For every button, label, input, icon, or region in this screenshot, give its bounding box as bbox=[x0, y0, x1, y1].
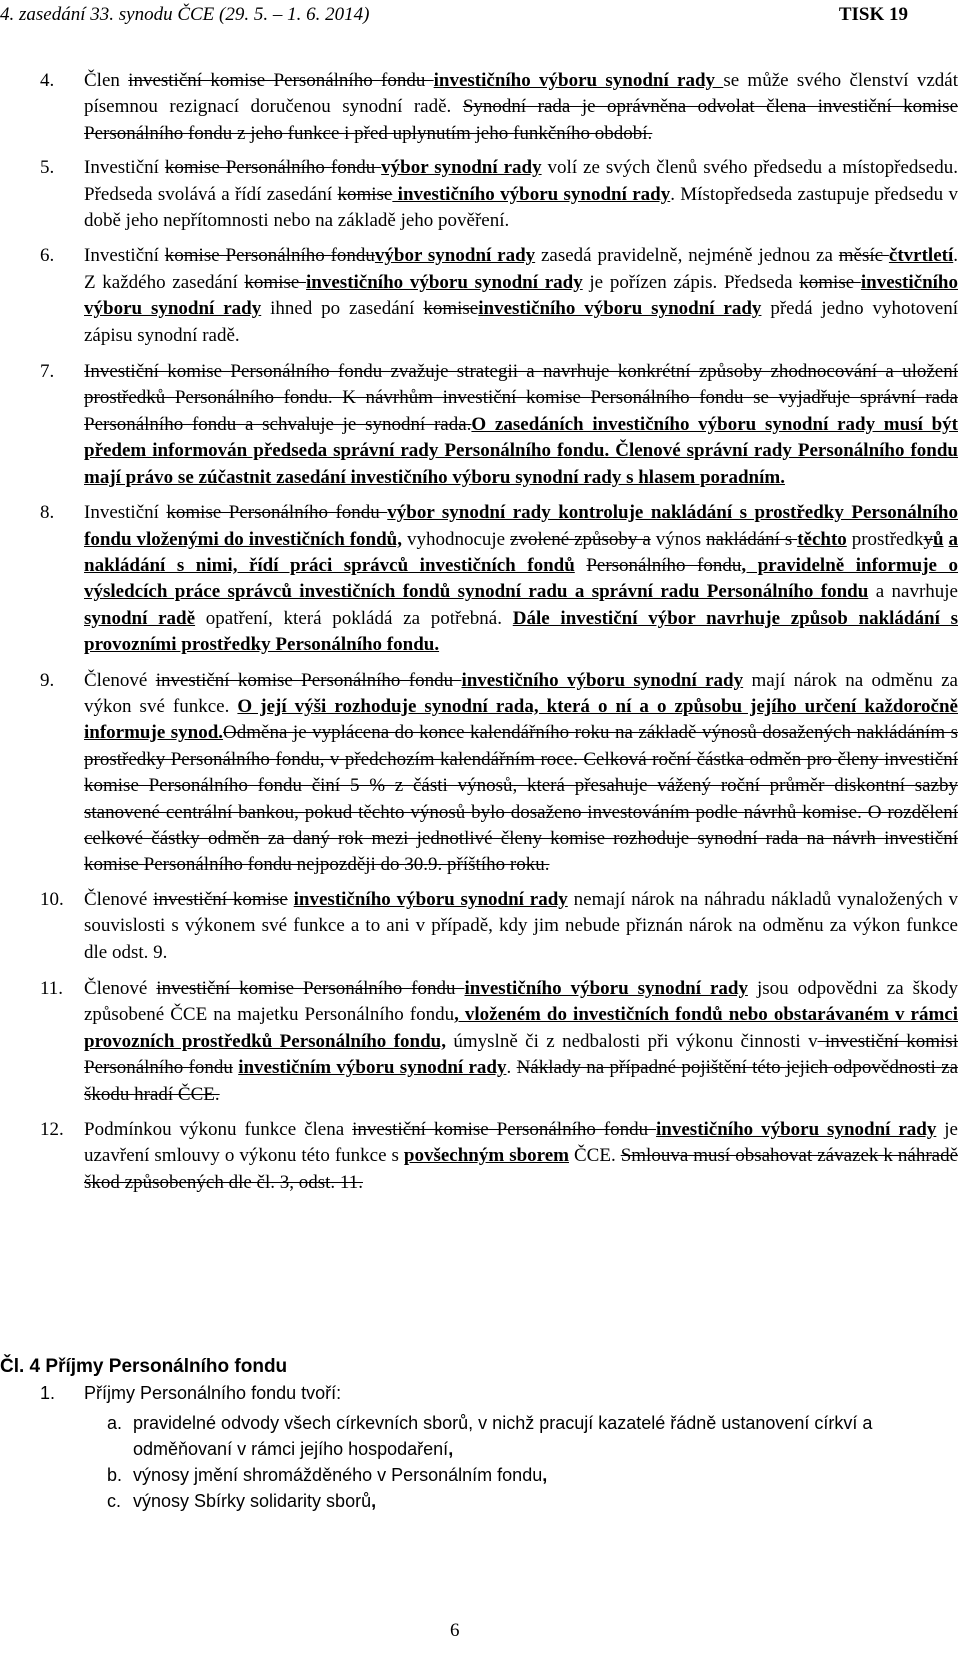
inserted-text: výbor synodní rady bbox=[381, 157, 542, 179]
deleted-text: komise Personálního fondu bbox=[164, 157, 382, 179]
deleted-text: komise bbox=[337, 183, 393, 205]
inserted-text: investičního výboru synodní rady bbox=[464, 978, 748, 999]
income-subitems bbox=[107, 1410, 958, 1514]
inserted-text: těchto bbox=[797, 528, 847, 550]
deleted-text: investiční komise Personálního fondu bbox=[352, 1119, 657, 1141]
header-session: 4. zasedání 33. synodu ČCE (29. 5. – 1. 6. 2014) bbox=[0, 4, 370, 25]
plain-text: Investiční bbox=[84, 502, 167, 524]
inserted-text: investičního výboru synodní rady bbox=[306, 271, 583, 293]
plain-text: volí ze svých členů svého předsedu a místopředsedu. Předseda svolává a řídí zasedání bbox=[84, 157, 958, 205]
inserted-text: investičního výboru synodní rady bbox=[656, 1119, 937, 1141]
deleted-text: Personálního fondu bbox=[586, 554, 742, 576]
inserted-text: investičního výboru synodní rady bbox=[478, 298, 762, 320]
paragraph-number: 4. bbox=[40, 70, 55, 91]
deleted-text: nakládání s bbox=[706, 528, 798, 550]
inserted-text: a nakládání s nimi, řídí práci správců investičních fondů bbox=[84, 528, 959, 576]
section-heading: Čl. 4 Příjmy Personálního fondu bbox=[0, 1356, 288, 1377]
deleted-text: komise bbox=[423, 298, 479, 320]
plain-text: Investiční bbox=[84, 157, 165, 179]
deleted-text: Odměna je vyplácena do konce kalendářního roku na základě výnosů dosažených nakládáním s prostředky Personálního fondu, v předchozím kalendářním roce. Celková roční částka odměn pro členy investiční komise Personálního fondu činí 5 % z části výnosů, která přesahuje vážený roční průměr diskontní sazby stanovené centrální bankou, pokud těchto výnosů bylo dosaženo investováním podle návrhů komise. O rozdělení celkové částky odměn za daný rok mezi jednotlivé členy komise rozhoduje synodní rada na návrh investiční komise Personálního fondu nejpozději do 30.9. příštího roku. bbox=[84, 722, 958, 876]
article-paragraph-list bbox=[40, 68, 958, 1196]
plain-text: nemají nárok na náhradu nákladů vynaložených v souvislosti s výkonem své funkce a to ani v případě, kdy jim nebude přiznán nárok na odměnu za výkon funkce dle odst. 9. bbox=[84, 888, 958, 963]
inserted-text: povšechným sborem bbox=[403, 1145, 569, 1167]
inserted-text: investičního výboru synodní rady bbox=[392, 183, 671, 205]
inserted-text: investičního výboru synodní rady bbox=[84, 271, 958, 320]
subitem-inserted-comma: , bbox=[371, 1491, 377, 1511]
paragraph-6 bbox=[40, 243, 958, 349]
plain-text: je uzavření smlouvy o výkonu této funkce s bbox=[84, 1119, 958, 1167]
header-print-number: TISK 19 bbox=[838, 4, 908, 25]
plain-text bbox=[575, 555, 587, 576]
deleted-text: zvolené způsoby a bbox=[510, 528, 651, 550]
deleted-text: Náklady na případné pojištění této jejich odpovědnosti za škodu hradí ČCE. bbox=[84, 1057, 958, 1105]
subitem-letter: c. bbox=[107, 1491, 122, 1511]
deleted-text: měsíc bbox=[838, 245, 889, 267]
deleted-text: komise bbox=[799, 271, 861, 293]
inserted-text: čtvrtletí bbox=[888, 245, 954, 267]
deleted-text: Synodní rada je oprávněna odvolat člena investiční komise Personálního fondu z jeho funkce i před uplynutím jeho funkčního období. bbox=[84, 96, 959, 144]
subitem-letter: a. bbox=[107, 1413, 123, 1433]
deleted-text: komise bbox=[244, 271, 307, 293]
income-item-text: Příjmy Personálního fondu tvoří: bbox=[84, 1383, 342, 1403]
paragraph-text bbox=[84, 359, 958, 491]
deleted-text: investiční komise bbox=[153, 888, 288, 910]
plain-text: výnos bbox=[650, 528, 707, 550]
paragraph-10 bbox=[40, 887, 958, 966]
deleted-text: y bbox=[923, 528, 933, 550]
paragraph-4 bbox=[40, 68, 958, 147]
deleted-text: investiční komise Personálního fondu bbox=[155, 669, 462, 691]
plain-text: jsou odpovědni za škody způsobené ČCE na majetku Personálního fondu bbox=[84, 978, 958, 1026]
deleted-text: komise Personálního fondu bbox=[166, 502, 388, 524]
plain-text: mají nárok na odměnu za výkon své funkce. bbox=[84, 669, 958, 717]
inserted-text: , pravidelně informuje o výsledcích práce správců investičních fondů synodní radu a správní radu Personálního fondu bbox=[84, 554, 959, 603]
plain-text: Členové bbox=[84, 888, 154, 910]
page-number: 6 bbox=[450, 1620, 460, 1641]
paragraph-number: 6. bbox=[40, 245, 55, 267]
plain-text: vyhodnocuje bbox=[402, 528, 511, 550]
subitem-inserted-comma: , bbox=[448, 1439, 454, 1459]
paragraph-number: 11. bbox=[40, 978, 64, 999]
plain-text: Podmínkou výkonu funkce člena bbox=[84, 1119, 353, 1141]
paragraph-text bbox=[84, 976, 958, 1108]
paragraph-number: 7. bbox=[40, 361, 55, 383]
plain-text: a navrhuje bbox=[868, 581, 958, 603]
deleted-text: investiční komise Personálního fondu bbox=[128, 70, 434, 91]
income-subitem-b bbox=[107, 1462, 958, 1488]
subitem-text: výnosy Sbírky solidarity sborů bbox=[133, 1491, 372, 1511]
paragraph-number: 5. bbox=[40, 157, 55, 179]
subitem-text: pravidelné odvody všech církevních sborů, v nichž pracují kazatelé řádně ustanovení církví a odměňovaní v rámci jejího hospodaření bbox=[133, 1413, 873, 1459]
deleted-text: Smlouva musí obsahovat závazek k náhradě škod způsobených dle čl. 3, odst. 11. bbox=[84, 1145, 959, 1193]
plain-text: Členové bbox=[84, 669, 156, 691]
subitem-letter: b. bbox=[107, 1465, 123, 1485]
paragraph-9 bbox=[40, 668, 958, 879]
inserted-text: investičního výboru synodní rady bbox=[433, 70, 724, 91]
paragraph-11 bbox=[40, 976, 958, 1108]
paragraph-number: 8. bbox=[40, 502, 55, 524]
paragraph-number: 10. bbox=[40, 888, 64, 910]
plain-text: úmyslně či z nedbalosti při výkonu činnosti v bbox=[445, 1030, 818, 1052]
deleted-text: investiční komisi Personálního fondu bbox=[84, 1030, 958, 1079]
income-item bbox=[40, 1380, 958, 1406]
inserted-text: synodní radě bbox=[84, 607, 196, 629]
paragraph-7 bbox=[40, 359, 958, 491]
plain-text: . Z každého zasedání bbox=[84, 245, 958, 293]
income-subitem-c bbox=[107, 1488, 958, 1514]
plain-text: ihned po zasedání bbox=[261, 298, 424, 320]
plain-text: prostředk bbox=[846, 528, 924, 550]
plain-text: . bbox=[506, 1057, 517, 1079]
paragraph-number: 9. bbox=[40, 669, 55, 691]
plain-text: zasedá pravidelně, nejméně jednou za bbox=[535, 245, 839, 267]
plain-text: Investiční bbox=[84, 245, 165, 267]
paragraph-text bbox=[84, 500, 958, 658]
plain-text: předá jedno vyhotovení zápisu synodní radě. bbox=[84, 298, 958, 346]
plain-text: je pořízen zápis. Předseda bbox=[582, 271, 800, 293]
paragraph-5 bbox=[40, 155, 958, 234]
deleted-text: Investiční komise Personálního fondu zvažuje strategii a navrhuje konkrétní způsoby zhodnocování a uložení prostředků Personálního fondu. K návrhům investiční komise Personálního fondu se vyjadřuje správní rada Personálního fondu a schvaluje je synodní rada. bbox=[84, 361, 958, 435]
paragraph-number: 12. bbox=[40, 1119, 64, 1141]
income-subitem-a bbox=[107, 1410, 958, 1462]
inserted-text: výbor synodní rady kontroluje nakládání s prostředky Personálního fondu vloženými do investičních fondů, bbox=[84, 502, 958, 550]
paragraph-text bbox=[84, 668, 958, 879]
plain-text: opatření, která pokládá za potřebná. bbox=[195, 607, 513, 629]
plain-text: Členové bbox=[84, 978, 157, 999]
paragraph-text bbox=[84, 887, 958, 966]
inserted-text: výbor synodní rady bbox=[374, 245, 536, 267]
paragraph-8 bbox=[40, 500, 958, 658]
deleted-text: investiční komise Personálního fondu bbox=[156, 978, 465, 999]
income-list bbox=[40, 1380, 958, 1514]
subitem-text: výnosy jmění shromážděného v Personálním fondu bbox=[133, 1465, 543, 1485]
inserted-text: investičním výboru synodní rady bbox=[238, 1057, 507, 1079]
inserted-text: investičního výboru synodní rady bbox=[293, 888, 568, 910]
income-item-number: 1. bbox=[40, 1383, 56, 1403]
deleted-text: komise Personálního fondu bbox=[164, 245, 375, 267]
inserted-text: O její výši rozhoduje synodní rada, která o ní a o způsobu jejího určení každoročně informuje synod. bbox=[84, 695, 958, 744]
plain-text: se může svého členství vzdát písemnou rezignací doručenou synodní radě. bbox=[84, 70, 958, 118]
paragraph-12 bbox=[40, 1117, 958, 1196]
inserted-text: investičního výboru synodní rady bbox=[461, 669, 744, 691]
plain-text: ČCE. bbox=[569, 1145, 621, 1167]
plain-text: Člen bbox=[84, 70, 129, 91]
subitem-inserted-comma: , bbox=[542, 1465, 548, 1485]
paragraph-text bbox=[84, 243, 958, 349]
paragraph-text bbox=[84, 155, 958, 234]
paragraph-text bbox=[84, 1117, 958, 1196]
inserted-text: ů bbox=[932, 528, 944, 550]
plain-text: . Místopředseda zastupuje předsedu v době jeho nepřítomnosti nebo na základě jeho pověření. bbox=[84, 183, 958, 232]
inserted-text: , vloženém do investičních fondů nebo obstarávaném v rámci provozních prostředků Personálního fondu, bbox=[84, 1004, 958, 1052]
paragraph-text bbox=[84, 68, 958, 147]
inserted-text: Dále investiční výbor navrhuje způsob nakládání s provozními prostředky Personálního fondu. bbox=[84, 607, 958, 656]
inserted-text: O zasedáních investičního výboru synodní rady musí být předem informován předseda správní rady Personálního fondu. Členové správní rady Personálního fondu mají právo se zúčastnit zasedání investičního výboru synodní rady s hlasem poradním. bbox=[84, 413, 958, 488]
